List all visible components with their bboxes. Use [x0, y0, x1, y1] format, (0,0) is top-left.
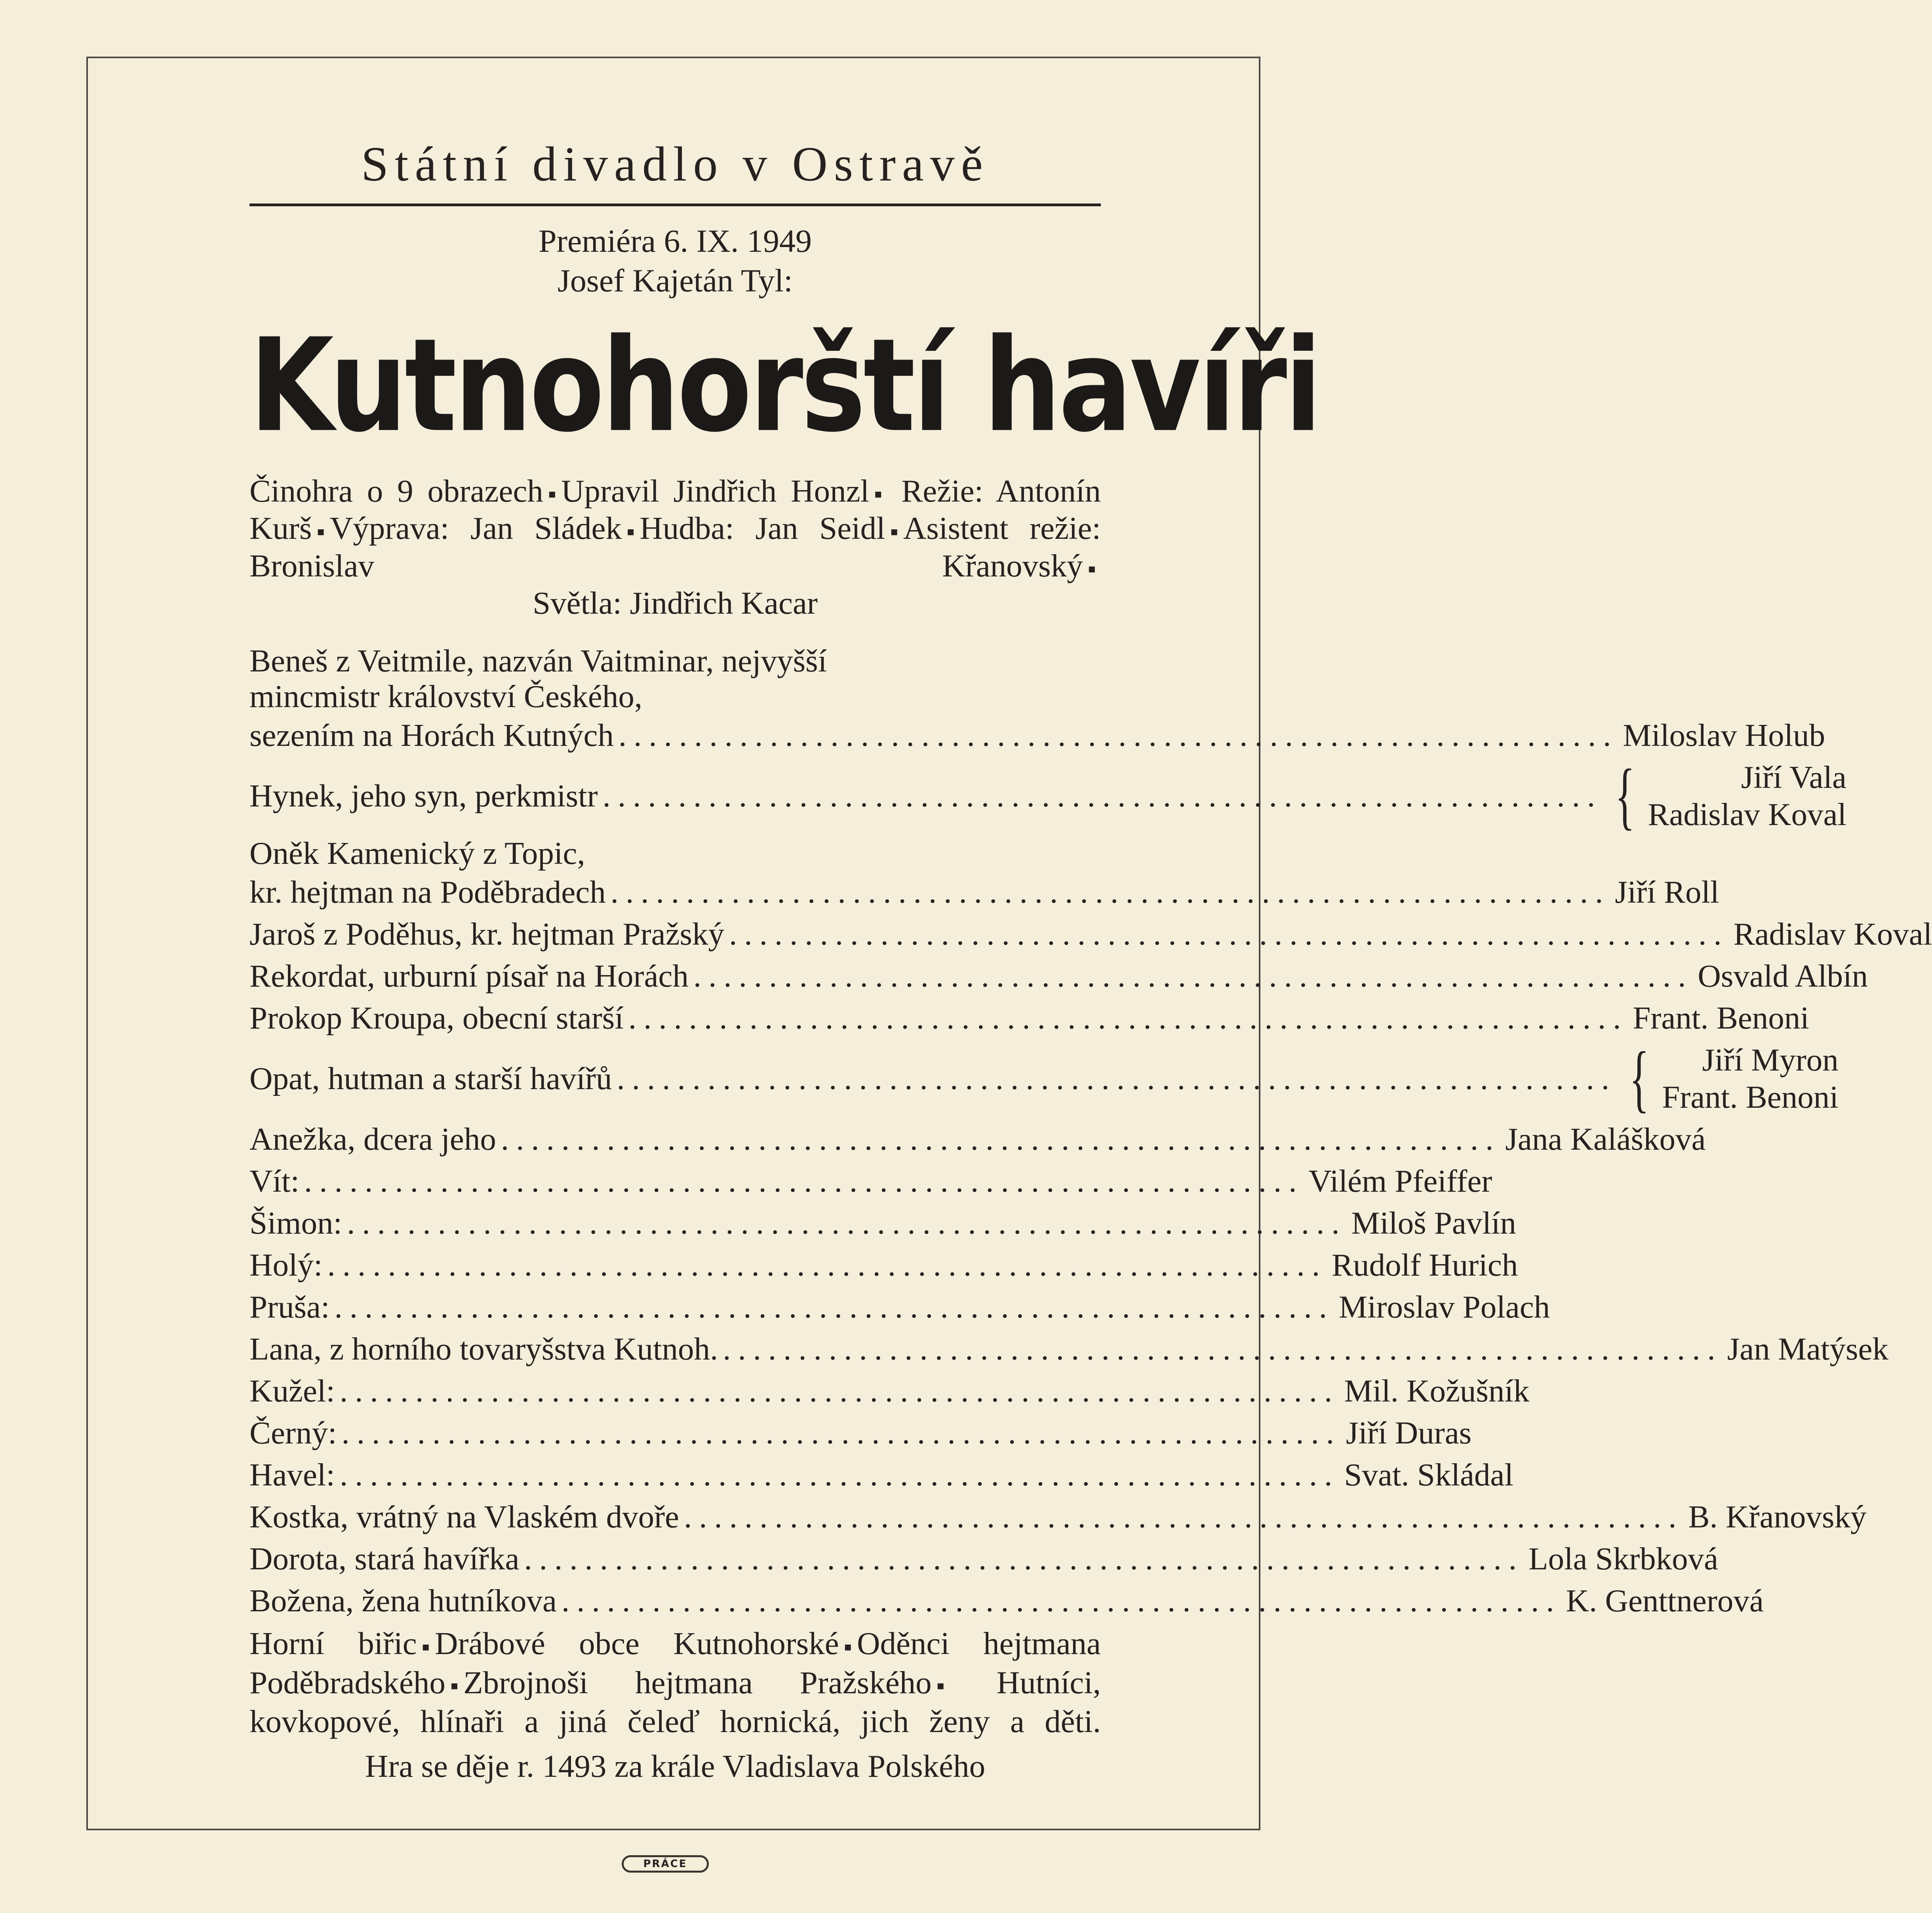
- cast-row: [249, 1118, 1706, 1160]
- alternating-actors: [1662, 1041, 1838, 1116]
- cast-role: mincmistr království Českého,: [249, 679, 643, 715]
- cast-actor: Frant. Benoni: [1633, 1000, 1809, 1036]
- credit-assistant: Asistent režie: Bronislav Křanovský: [249, 510, 1101, 584]
- cast-role: Hynek, jeho syn, perkmistr: [249, 778, 598, 814]
- separator-mark: ▪: [548, 481, 557, 508]
- cast-actor: Frant. Benoni: [1662, 1079, 1839, 1115]
- cast-actor: Jiří Myron: [1702, 1042, 1839, 1078]
- cast-actor: Radislav Koval: [1648, 797, 1846, 833]
- theatre-name: Státní divadlo v Ostravě: [249, 135, 1101, 206]
- cast-role: Beneš z Veitmile, nazván Vaitminar, nejvyšší: [249, 643, 827, 679]
- separator-mark: ▪: [874, 481, 883, 508]
- cast-actor: Jiří Duras: [1346, 1415, 1472, 1451]
- cast-role: Pruša:: [249, 1289, 330, 1325]
- separator-mark: ▪: [890, 518, 898, 545]
- cast-row: [249, 754, 1846, 838]
- cast-row: [249, 1328, 1888, 1370]
- cast-row: [249, 1496, 1867, 1538]
- play-title: Kutnohorští havíři: [249, 311, 1320, 460]
- credit-direction: Režie: Antonín Kurš: [249, 473, 1101, 546]
- cast-actor: Jana Kalášková: [1505, 1121, 1706, 1157]
- brace-mark: {: [1615, 754, 1635, 838]
- cast-role: Anežka, dcera jeho: [249, 1121, 496, 1157]
- cast-role: Lana, z horního tovaryšstva Kutnoh.: [249, 1331, 718, 1367]
- cast-row: [249, 714, 1825, 756]
- cast-row: [249, 1538, 1719, 1580]
- brace-mark: {: [1629, 1037, 1649, 1120]
- credit-adaptation: Upravil Jindřich Honzl: [561, 473, 870, 509]
- extras-item: Horní biřic: [249, 1626, 417, 1662]
- cast-row: [249, 1202, 1516, 1244]
- cast-row: [249, 913, 1932, 955]
- dot-leader: ..................................................................: [347, 1205, 1347, 1241]
- cast-actor: Miroslav Polach: [1339, 1289, 1550, 1325]
- separator-mark: ▪: [843, 1633, 852, 1660]
- cast-row: [249, 871, 1719, 913]
- separator-mark: ▪: [1087, 556, 1096, 582]
- cast-actor: Rudolf Hurich: [1332, 1247, 1518, 1283]
- cast-actor: Jan Matýsek: [1727, 1331, 1888, 1367]
- cast-row: [249, 1160, 1492, 1202]
- cast-role: Holý:: [249, 1247, 323, 1283]
- cast-role: Šimon:: [249, 1205, 343, 1241]
- dot-leader: ..................................................................: [729, 916, 1729, 952]
- cast-row: [249, 1244, 1518, 1286]
- cast-actor: B. Křanovský: [1688, 1499, 1867, 1535]
- dot-leader: ..................................................................: [602, 778, 1603, 814]
- cast-actor: Mil. Kožušník: [1344, 1373, 1530, 1409]
- cast-row: [249, 1454, 1513, 1496]
- separator-mark: ▪: [421, 1633, 430, 1660]
- cast-role: Opat, hutman a starší havířů: [249, 1060, 612, 1096]
- dot-leader: ..................................................................: [617, 1060, 1617, 1096]
- printer-mark: PRÁCE: [622, 1855, 709, 1873]
- extras-item: Oděnci hejtmana Poděbradského: [249, 1626, 1101, 1700]
- dot-leader: ..................................................................: [339, 1457, 1340, 1493]
- cast-role: Kostka, vrátný na Vlaském dvoře: [249, 1499, 679, 1535]
- cast-row: [249, 955, 1868, 997]
- extras-item: Hutníci, kovkopové, hlínaři a jiná čeleď hornická, jich ženy a děti.: [249, 1664, 1101, 1740]
- dot-leader: ..................................................................: [628, 1000, 1628, 1036]
- cast-actor: Lola Skrbková: [1528, 1541, 1719, 1577]
- cast-role: Prokop Kroupa, obecní starší: [249, 1000, 624, 1036]
- extras-block: [249, 1626, 1101, 1739]
- cast-role: Božena, žena hutníkova: [249, 1583, 557, 1619]
- cast-actor: Vilém Pfeiffer: [1308, 1163, 1492, 1199]
- credit-lighting: Světla: Jindřich Kacar: [533, 585, 818, 621]
- extras-item: Zbrojnoši hejtmana Pražského: [463, 1664, 932, 1700]
- cast-role: Rekordat, urburní písař na Horách: [249, 958, 689, 994]
- cast-role: Jaroš z Poděhus, kr. hejtman Pražský: [249, 916, 725, 952]
- author: Josef Kajetán Tyl:: [558, 262, 793, 299]
- dot-leader: ..................................................................: [693, 958, 1693, 994]
- dot-leader: ..................................................................: [304, 1163, 1304, 1199]
- premiere-date: Premiéra 6. IX. 1949: [539, 223, 812, 259]
- dot-leader: ..................................................................: [334, 1289, 1334, 1325]
- dot-leader: ..................................................................: [610, 874, 1610, 910]
- playbill: [249, 135, 1932, 1786]
- credit-music: Hudba: Jan Seidl: [640, 510, 885, 546]
- cast-role: Vít:: [249, 1163, 300, 1199]
- dot-leader: ..................................................................: [723, 1331, 1723, 1367]
- cast-row: [249, 1370, 1530, 1412]
- separator-mark: ▪: [450, 1673, 459, 1699]
- cast-actor: Miloš Pavlín: [1351, 1205, 1516, 1241]
- cast-role: Černý:: [249, 1415, 337, 1451]
- cast-actor: K. Genttnerová: [1566, 1583, 1764, 1619]
- cast-role: Kužel:: [249, 1373, 335, 1409]
- alternating-actors: [1648, 759, 1846, 833]
- cast-list: [249, 643, 1932, 1786]
- separator-mark: ▪: [316, 518, 325, 545]
- dot-leader: ..................................................................: [327, 1247, 1327, 1283]
- cast-actor: Radislav Koval: [1733, 916, 1932, 952]
- cast-actor: Svat. Skládal: [1344, 1457, 1513, 1493]
- cast-row: [249, 1286, 1550, 1328]
- credit-genre: Činohra o 9 obrazech: [249, 473, 543, 509]
- cast-row: [249, 1412, 1472, 1454]
- cast-role: Havel:: [249, 1457, 335, 1493]
- cast-actor: Jiří Roll: [1615, 874, 1719, 910]
- dot-leader: ..................................................................: [684, 1499, 1684, 1535]
- cast-actor: Jiří Vala: [1741, 759, 1846, 795]
- cast-actor: Miloslav Holub: [1623, 717, 1825, 753]
- cast-role: Oněk Kamenický z Topic,: [249, 835, 585, 871]
- cast-row: [249, 1580, 1764, 1622]
- dot-leader: ..................................................................: [524, 1541, 1524, 1577]
- separator-mark: ▪: [936, 1673, 945, 1699]
- cast-role: kr. hejtman na Poděbradech: [249, 874, 606, 910]
- dot-leader: ..................................................................: [339, 1373, 1340, 1409]
- credit-design: Výprava: Jan Sládek: [329, 510, 622, 546]
- dot-leader: ..................................................................: [501, 1121, 1501, 1157]
- extras-item: Drábové obce Kutnohorské: [434, 1626, 839, 1662]
- cast-role: sezením na Horách Kutných: [249, 717, 614, 753]
- dot-leader: ..................................................................: [618, 717, 1618, 753]
- dot-leader: ..................................................................: [341, 1415, 1341, 1451]
- cast-row: [249, 1037, 1839, 1120]
- cast-actor: Osvald Albín: [1698, 958, 1868, 994]
- credits-block: [249, 474, 1101, 620]
- cast-row: [249, 997, 1809, 1039]
- separator-mark: ▪: [626, 518, 635, 545]
- dot-leader: ..................................................................: [561, 1583, 1561, 1619]
- play-setting: Hra se děje r. 1493 za krále Vladislava Polského: [365, 1748, 986, 1784]
- cast-role: Dorota, stará havířka: [249, 1541, 520, 1577]
